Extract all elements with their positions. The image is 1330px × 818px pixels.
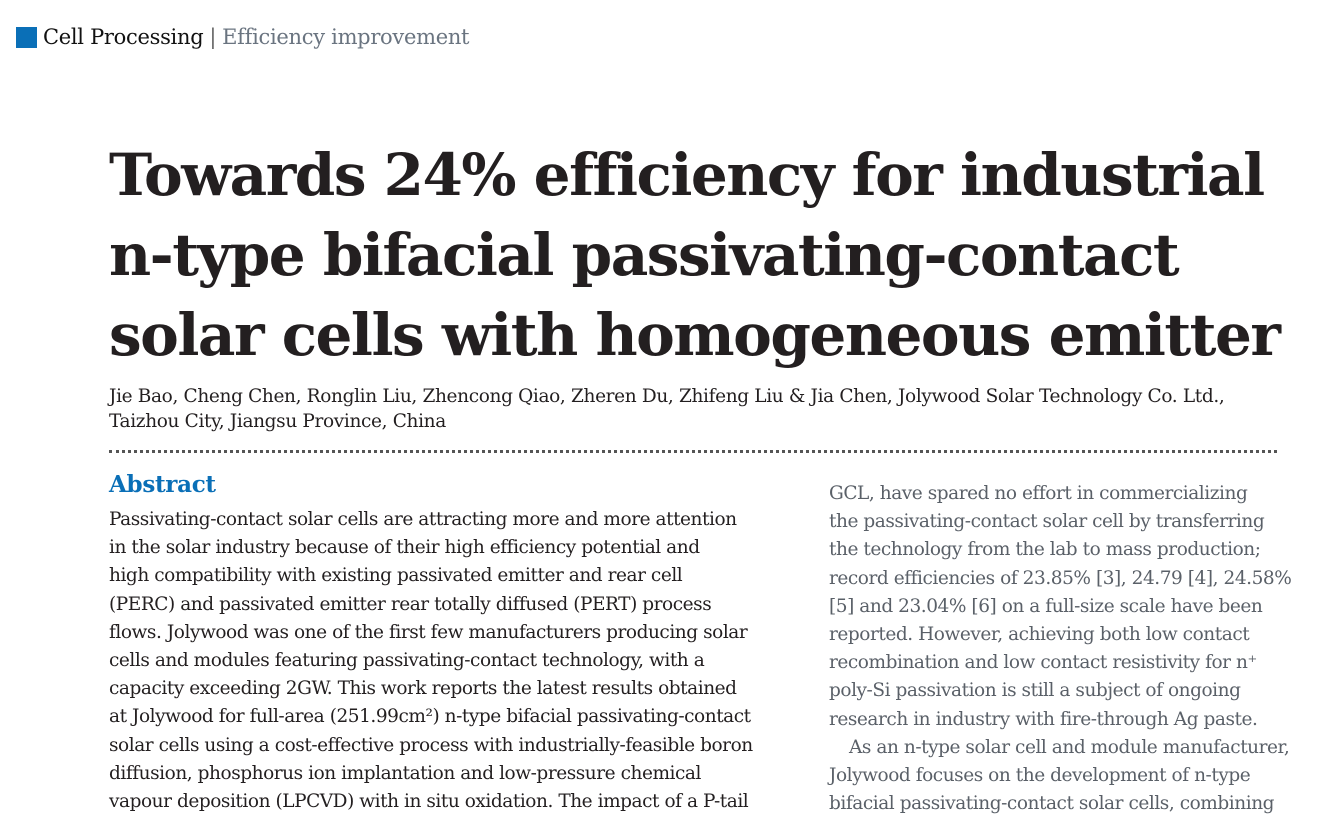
section-subtitle: Efficiency improvement <box>222 25 470 49</box>
section-separator: | <box>209 25 217 49</box>
title-line: solar cells with homogeneous emitter <box>109 301 1280 369</box>
dotted-divider <box>109 450 1277 453</box>
abstract-line: at Jolywood for full-area (251.99cm²) n-type bifacial passivating-contact <box>109 706 751 728</box>
body-line: record efficiencies of 23.85% [3], 24.79 [4], 24.58% <box>829 567 1292 589</box>
section-marker-square <box>16 27 37 48</box>
body-column-right <box>829 480 1292 818</box>
abstract-heading: Abstract <box>109 471 216 498</box>
article-title <box>109 135 1324 375</box>
abstract-line: Passivating-contact solar cells are attracting more and more attention <box>109 509 737 530</box>
body-line: reported. However, achieving both low contact <box>829 624 1250 646</box>
authors-line: Taizhou City, Jiangsu Province, China <box>109 411 446 432</box>
body-line: bifacial passivating-contact solar cells, combining <box>829 793 1275 815</box>
abstract-line: solar cells using a cost-effective process with industrially-feasible boron <box>109 734 753 756</box>
section-name: Cell Processing <box>43 25 204 49</box>
abstract-line: capacity exceeding 2GW. This work reports the latest results obtained <box>109 678 737 700</box>
abstract-line: vapour deposition (LPCVD) with in situ oxidation. The impact of a P-tail <box>109 791 749 813</box>
body-line: GCL, have spared no effort in commercializing <box>829 483 1248 504</box>
body-line: poly-Si passivation is still a subject of ongoing <box>829 680 1241 702</box>
body-line: [5] and 23.04% [6] on a full-size scale have been <box>829 595 1263 617</box>
abstract-line: (PERC) and passivated emitter rear totally diffused (PERT) process <box>109 593 712 615</box>
title-line: n-type bifacial passivating-contact <box>109 221 1179 289</box>
paragraph-start-line: As an n-type solar cell and module manufacturer, <box>849 736 1290 758</box>
abstract-body <box>109 506 809 816</box>
body-line: the passivating-contact solar cell by transferring <box>829 511 1265 533</box>
abstract-line: high compatibility with existing passivated emitter and rear cell <box>109 565 683 587</box>
body-line: Jolywood focuses on the development of n-type <box>829 765 1251 787</box>
abstract-line: diffusion, phosphorus ion implantation and low-pressure chemical <box>109 762 701 784</box>
body-line: the technology from the lab to mass production; <box>829 539 1261 561</box>
author-list <box>109 384 1289 434</box>
section-header <box>16 22 469 52</box>
abstract-line: cells and modules featuring passivating-contact technology, with a <box>109 650 705 672</box>
title-line: Towards 24% efficiency for industrial <box>109 141 1264 209</box>
body-line: research in industry with fire-through Ag paste. <box>829 708 1258 730</box>
abstract-line: in the solar industry because of their high efficiency potential and <box>109 537 700 559</box>
authors-line: Jie Bao, Cheng Chen, Ronglin Liu, Zhencong Qiao, Zheren Du, Zhifeng Liu & Jia Chen, Jolywood Solar Technology Co. Ltd., <box>109 386 1225 407</box>
body-line: recombination and low contact resistivity for n⁺ <box>829 652 1257 674</box>
abstract-line: flows. Jolywood was one of the first few manufacturers producing solar <box>109 621 748 643</box>
